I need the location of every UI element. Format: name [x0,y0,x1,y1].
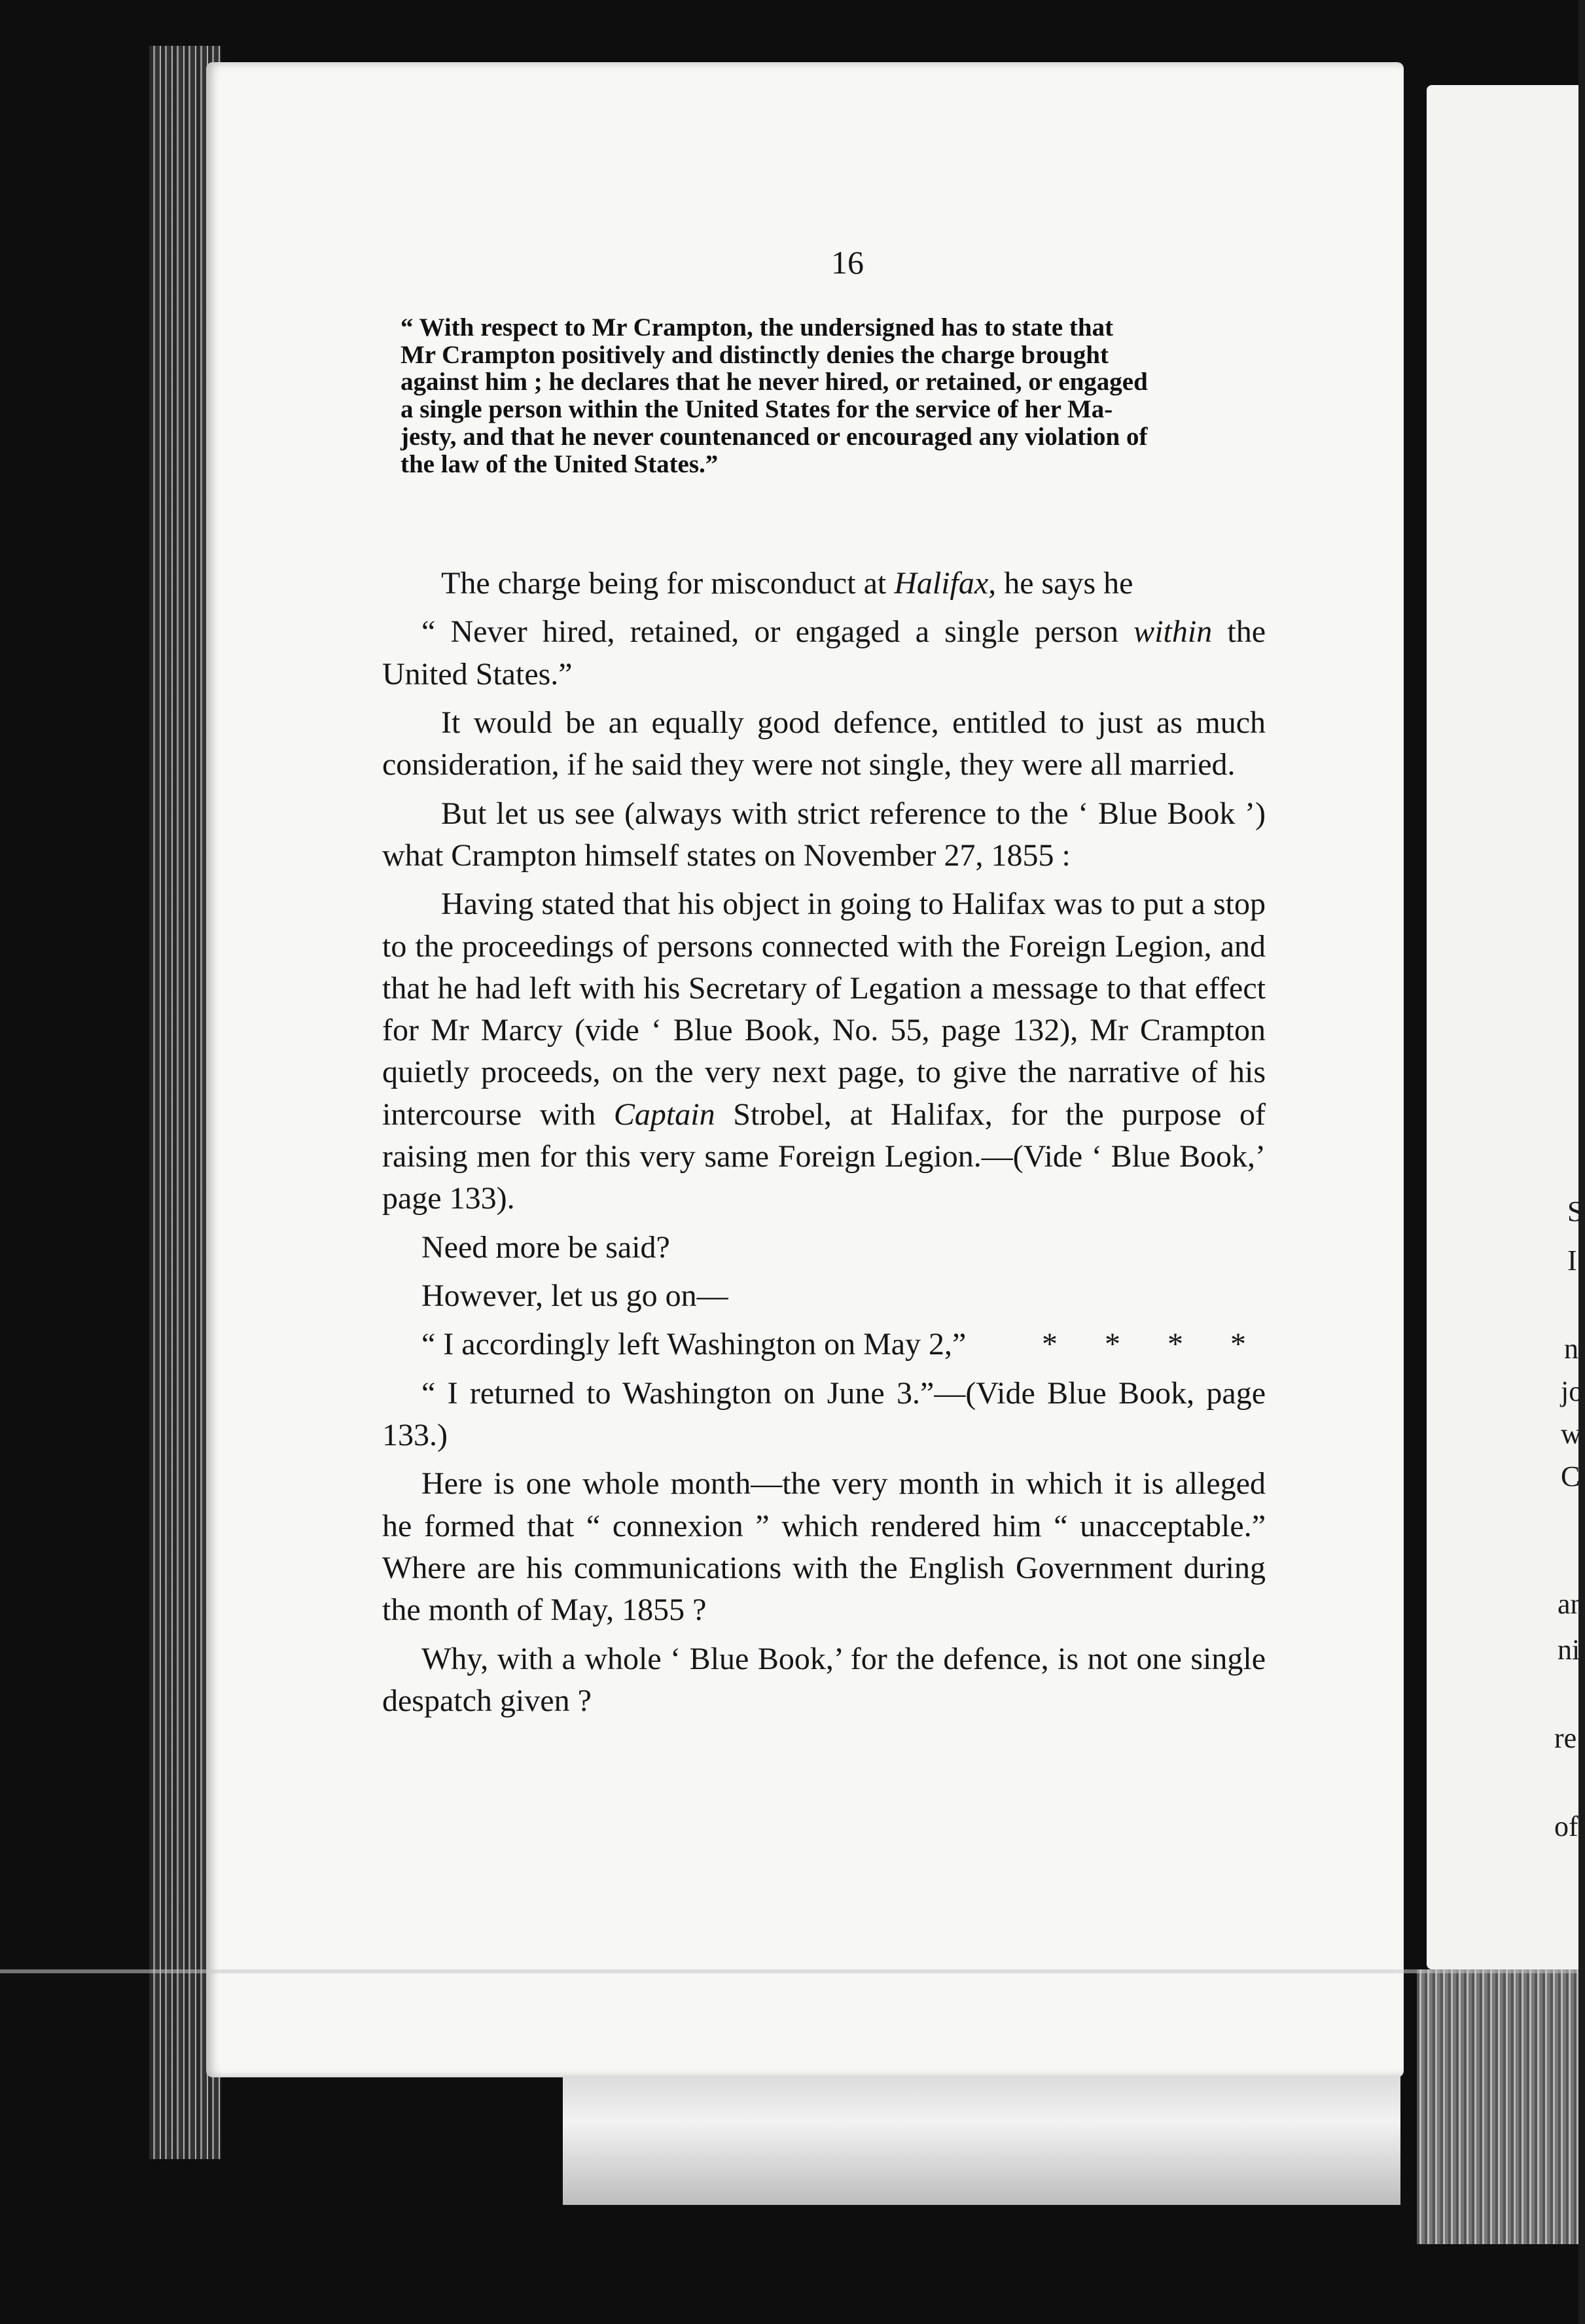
emphasis: Halifax, [894,566,997,601]
facing-page-fragment: n [1564,1333,1578,1365]
block-quote [401,314,1281,478]
text-span: “ I accordingly left Washington on May 2,” [421,1327,967,1362]
facing-page-fragment: w [1561,1418,1582,1450]
facing-page-fragment: re [1554,1722,1577,1754]
facing-page-fragment: jo [1561,1375,1584,1407]
facing-page-fragment: C [1561,1460,1580,1492]
paragraph [382,611,1266,695]
facing-page [1427,85,1578,1969]
quote-line: jesty, and that he never countenanced or encouraged any violation of [401,422,1148,451]
facing-page-fragment: S [1567,1195,1584,1227]
quote-line: Mr Crampton positively and distinctly denies the charge brought [401,340,1109,369]
text-span: the United States.” [382,614,1266,692]
facing-page-fragment: of [1554,1810,1578,1842]
text-span: Strobel, at Halifax, for the purpose of raising men for this very same Foreign Legion.—(Vide ‘ Blue Book,’ page 133). [382,1097,1266,1216]
paragraph: Need more be said? [421,1229,670,1265]
scan-line [0,1969,1578,1973]
facing-page-fragment: ni [1558,1634,1580,1666]
facing-page-fragment: an [1558,1588,1585,1620]
quote-line: a single person within the United States for the service of her Ma- [401,395,1113,424]
paragraph: However, let us go on— [421,1278,728,1313]
text-span: he says he [1004,566,1133,601]
quote-line: “ With respect to Mr Crampton, the undersigned has to state that [401,313,1114,342]
text-span: “ Never hired, retained, or engaged a single person [421,614,1118,650]
page-number: 16 [831,244,864,281]
quote-line: against him ; he declares that he never hired, or retained, or engaged [401,368,1148,396]
asterisks: * * * * [1042,1327,1266,1362]
paragraph: Here is one whole month—the very month in which it is alleged he formed that “ connexion ” which rendered him “ unacceptable.” Where are his communications with the English Government during the month of May, 1855 ? [382,1466,1266,1628]
paragraph [382,883,1266,1220]
paragraph: “ I returned to Washington on June 3.”—(Vide Blue Book, page 133.) [382,1375,1266,1452]
quote-line: the law of the United States.” [401,449,719,478]
body-text [382,563,1266,1729]
text-span: Having stated that his object in going to Halifax was to put a stop to the proceedings of persons connected with the Foreign Legion, and that he had left with his Secretary of Legation a message to that effect for Mr Marcy (vide ‘ Blue Book, No. 55, page 132), Mr Crampton quietly proceeds, on the very next page, to give the narrative of his intercourse with [382,887,1266,1132]
emphasis: within [1133,614,1213,650]
paragraph [382,1324,1266,1365]
text-span: The charge being for misconduct at [441,566,887,601]
facing-page-fragment: I [1567,1244,1577,1276]
emphasis: Captain [613,1097,715,1132]
facing-page-edge [1417,1969,1578,2244]
paragraph [382,563,1266,605]
page-edge-strip [563,2068,1400,2205]
paragraph: Why, with a whole ‘ Blue Book,’ for the defence, is not one single despatch given ? [382,1641,1266,1718]
paragraph: But let us see (always with strict reference to the ‘ Blue Book ’) what Crampton himself states on November 27, 1855 : [382,796,1266,873]
paragraph: It would be an equally good defence, entitled to just as much consideration, if he said they were not single, they were all married. [382,705,1266,783]
